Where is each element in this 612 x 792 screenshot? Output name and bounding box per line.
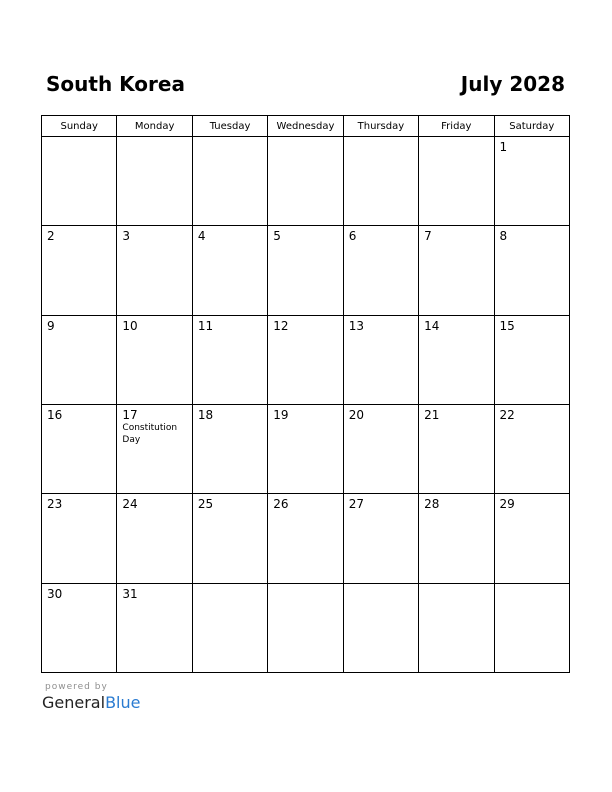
day-cell — [494, 226, 569, 315]
day-cell — [268, 226, 343, 315]
weekday-tuesday: Tuesday — [192, 116, 267, 137]
day-cell — [343, 137, 418, 226]
day-number — [268, 137, 342, 154]
day-number: 26 — [273, 497, 289, 512]
logo-blue-text: Blue — [105, 693, 141, 712]
day-number: 4 — [197, 229, 206, 244]
day-cell — [268, 315, 343, 404]
day-cell — [343, 315, 418, 404]
generalblue-logo[interactable] — [42, 693, 140, 713]
day-number: 16 — [47, 407, 63, 422]
calendar-grid — [41, 115, 570, 673]
logo-general-text: General — [42, 693, 106, 712]
day-cell — [494, 583, 569, 672]
holiday-label: Constitution Day — [122, 422, 178, 445]
day-number — [344, 137, 418, 154]
week-row — [42, 137, 570, 226]
weekday-wednesday: Wednesday — [268, 116, 343, 137]
day-number — [193, 584, 267, 601]
day-number: 3 — [122, 229, 131, 244]
day-cell — [268, 137, 343, 226]
day-cell — [419, 404, 494, 493]
day-cell — [343, 494, 418, 583]
day-cell — [117, 137, 192, 226]
day-number: 20 — [348, 407, 364, 422]
week-row — [42, 583, 570, 672]
day-number — [495, 584, 569, 601]
day-number: 23 — [47, 497, 63, 512]
day-number: 15 — [499, 318, 515, 333]
day-cell — [494, 494, 569, 583]
day-cell — [268, 494, 343, 583]
day-number: 12 — [273, 318, 289, 333]
day-cell — [343, 226, 418, 315]
day-number: 31 — [122, 586, 138, 601]
month-title: July 2028 — [460, 72, 565, 96]
day-cell — [117, 494, 192, 583]
day-number — [117, 137, 191, 154]
day-number — [419, 137, 493, 154]
weekday-header-row — [42, 116, 570, 137]
day-number: 25 — [197, 497, 214, 512]
day-cell — [42, 226, 117, 315]
day-number: 6 — [348, 229, 357, 244]
day-cell — [192, 315, 267, 404]
day-cell — [494, 315, 569, 404]
day-cell — [42, 315, 117, 404]
day-cell — [419, 315, 494, 404]
weekday-friday: Friday — [419, 116, 494, 137]
weekday-saturday: Saturday — [494, 116, 569, 137]
powered-by-label: powered by — [45, 682, 108, 692]
day-number — [42, 137, 116, 154]
day-cell — [117, 583, 192, 672]
day-cell — [268, 583, 343, 672]
day-number: 18 — [197, 407, 214, 422]
day-number: 2 — [47, 229, 55, 244]
day-number — [419, 584, 493, 601]
day-cell — [192, 226, 267, 315]
week-row — [42, 494, 570, 583]
day-cell — [419, 137, 494, 226]
day-cell — [42, 494, 117, 583]
day-number: 10 — [122, 318, 138, 333]
day-number — [268, 584, 342, 601]
day-cell-holiday — [117, 404, 192, 493]
day-number: 24 — [122, 497, 138, 512]
day-number: 13 — [348, 318, 364, 333]
day-cell — [343, 583, 418, 672]
day-number — [344, 584, 418, 601]
day-cell — [192, 583, 267, 672]
country-title: South Korea — [46, 72, 185, 96]
day-number: 5 — [273, 229, 281, 244]
day-number: 19 — [273, 407, 289, 422]
day-cell — [42, 583, 117, 672]
day-number: 28 — [424, 497, 440, 512]
day-number: 21 — [424, 407, 440, 422]
weekday-sunday: Sunday — [42, 116, 117, 137]
day-cell — [117, 226, 192, 315]
day-number: 11 — [197, 318, 214, 333]
week-row — [42, 404, 570, 493]
day-cell — [343, 404, 418, 493]
day-cell — [42, 137, 117, 226]
day-number: 22 — [499, 407, 515, 422]
day-number: 17 — [122, 407, 138, 422]
day-cell — [419, 583, 494, 672]
day-cell — [419, 226, 494, 315]
day-number: 9 — [47, 318, 55, 333]
day-cell — [268, 404, 343, 493]
day-number: 7 — [424, 229, 432, 244]
weekday-thursday: Thursday — [343, 116, 418, 137]
day-cell — [192, 137, 267, 226]
day-number: 30 — [47, 586, 63, 601]
day-cell — [494, 137, 569, 226]
day-number: 1 — [499, 140, 508, 154]
day-cell — [117, 315, 192, 404]
weekday-monday: Monday — [117, 116, 192, 137]
week-row — [42, 315, 570, 404]
day-number: 14 — [424, 318, 440, 333]
day-cell — [419, 494, 494, 583]
day-number: 8 — [499, 229, 508, 244]
day-number: 29 — [499, 497, 515, 512]
day-cell — [192, 404, 267, 493]
day-cell — [42, 404, 117, 493]
day-cell — [494, 404, 569, 493]
day-cell — [192, 494, 267, 583]
day-number — [193, 137, 267, 154]
day-number: 27 — [348, 497, 364, 512]
week-row — [42, 226, 570, 315]
